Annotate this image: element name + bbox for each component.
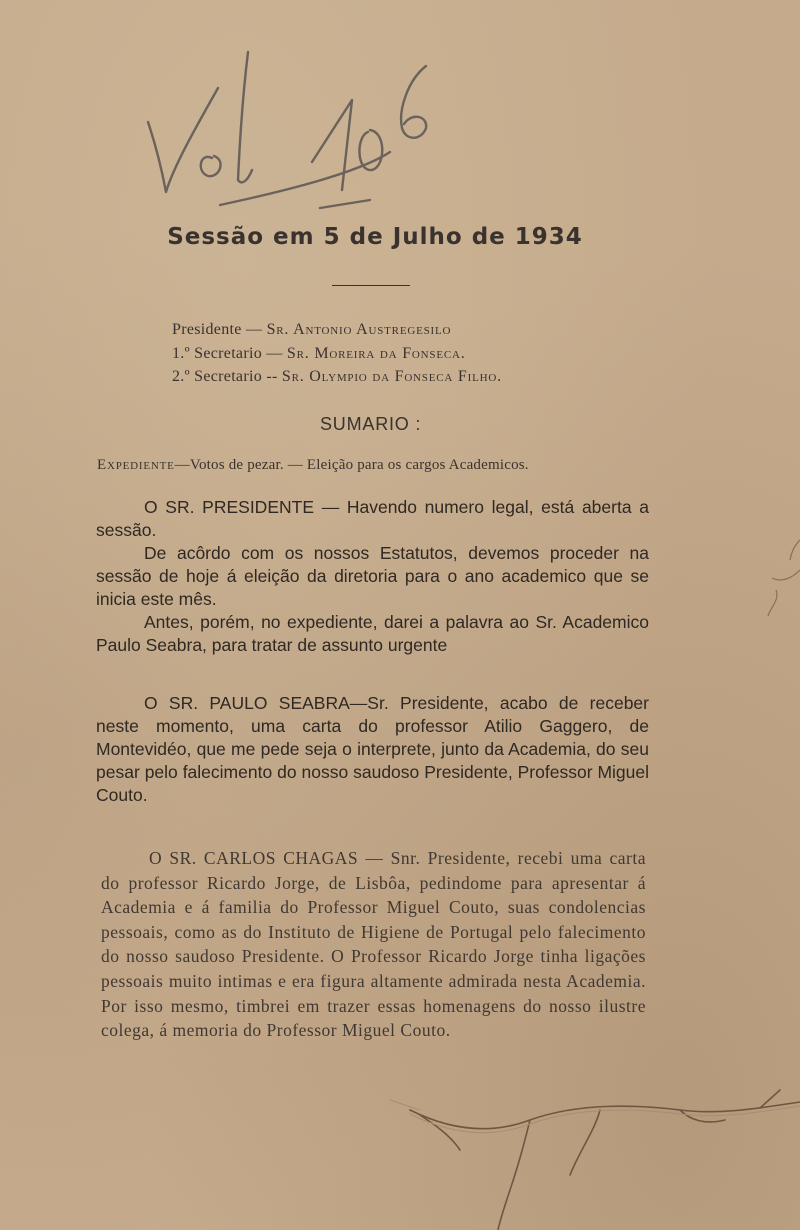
title-divider bbox=[332, 285, 410, 286]
sumario-heading: SUMARIO : bbox=[320, 414, 422, 434]
officer-separator: — bbox=[262, 344, 287, 362]
expediente-text: —Votos de pezar. — Eleição para os cargos Academicos. bbox=[174, 457, 529, 473]
expediente-line bbox=[97, 457, 529, 474]
speaker-name: O SR. CARLOS CHAGAS bbox=[149, 848, 359, 868]
paragraph-presidente bbox=[96, 496, 649, 657]
paragraph-carlos-chagas bbox=[101, 846, 646, 1043]
paper-edge-tear bbox=[740, 520, 800, 670]
officer-name: Sr. Antonio Austregesilo bbox=[266, 321, 452, 338]
handwritten-pencil-note bbox=[130, 40, 450, 215]
officer-role: 2.º Secretario bbox=[172, 368, 263, 385]
speaker-name: O SR. PAULO SEABRA bbox=[144, 693, 350, 713]
speaker-name: O SR. PRESIDENTE bbox=[144, 497, 314, 517]
page-title: Sessão em 5 de Julho de 1934 bbox=[167, 224, 583, 250]
paragraph-text: Antes, porém, no expediente, darei a palavra ao Sr. Academico Paulo Seabra, para tratar de assunto urgente bbox=[96, 612, 649, 655]
officer-separator: — bbox=[241, 321, 267, 338]
officer-name: Sr. Olympio da Fonseca Filho. bbox=[281, 368, 502, 385]
paper-crease-damage bbox=[380, 1080, 800, 1230]
officers-list bbox=[172, 318, 502, 389]
paragraph-text: —Sr. Presidente, acabo de receber neste momento, uma carta do professor Atilio Gaggero, de Montevidéo, que me pede seja o interprete, junto da Academia, do seu pesar pelo falecimento do nosso saudoso Presidente, Professor Miguel Couto. bbox=[96, 693, 649, 805]
officer-row bbox=[172, 342, 502, 366]
paragraph-text: — Havendo numero legal, está aberta a sessão. bbox=[96, 497, 649, 540]
officer-separator: -- bbox=[262, 368, 282, 385]
officer-role: 1.º Secretario bbox=[172, 344, 263, 362]
officer-name: Sr. Moreira da Fonseca. bbox=[286, 344, 466, 362]
paragraph-paulo-seabra bbox=[96, 692, 649, 807]
officer-row bbox=[172, 318, 502, 342]
paragraph-text: De acôrdo com os nossos Estatutos, devemos proceder na sessão de hoje á eleição da diretoria para o ano academico que se inicia este mês. bbox=[96, 543, 649, 609]
officer-role: Presidente bbox=[172, 321, 242, 338]
paragraph-text: — Snr. Presidente, recebi uma carta do professor Ricardo Jorge, de Lisbôa, pedindome para apresentar á Academia e á familia do Professor Miguel Couto, suas condolencias pessoais, como as do Instituto de Higiene de Portugal pelo falecimento do nosso saudoso Presidente. O Professor Ricardo Jorge tinha ligações pessoais muito intimas e era figura altamente admirada nesta Academia. Por isso mesmo, timbrei em trazer essas homenagens do nosso ilustre colega, á memoria do Professor Miguel Couto. bbox=[101, 848, 647, 1041]
expediente-label: Expediente bbox=[97, 457, 175, 473]
officer-row bbox=[172, 365, 502, 389]
